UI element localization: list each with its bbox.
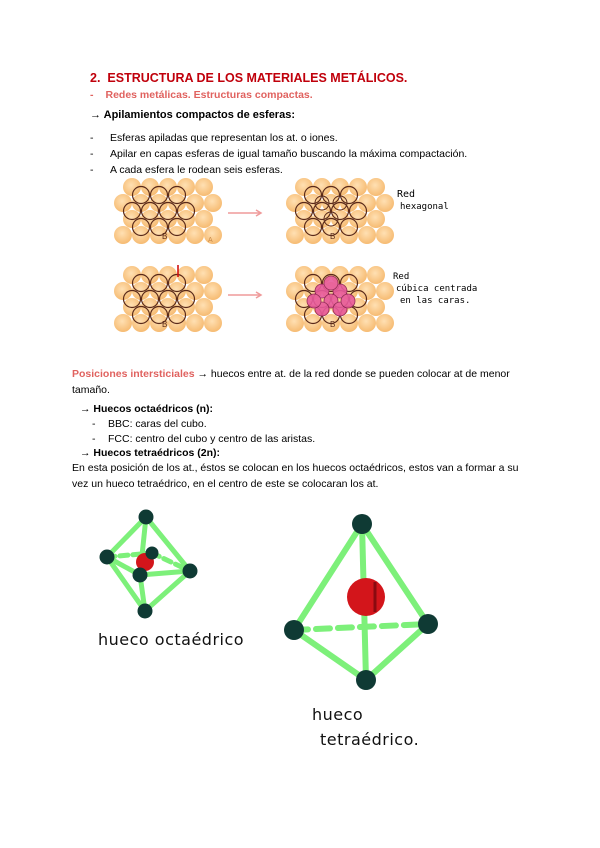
intersticiales-paragraph xyxy=(72,366,517,398)
list-item: - Apilar en capas esferas de igual tamaño buscando la máxima compactación. xyxy=(90,148,468,160)
sphere-mark-a: A xyxy=(208,237,213,244)
list-item: - FCC: centro del cubo y centro de las aristas. xyxy=(92,433,316,445)
list-item: - BBC: caras del cubo. xyxy=(92,418,207,430)
svg-text:B: B xyxy=(330,232,336,241)
section-title-text: ESTRUCTURA DE LOS MATERIALES METÁLICOS. xyxy=(107,71,408,85)
section-subtitle xyxy=(90,89,313,101)
tetrahedral-hole-drawing xyxy=(280,510,440,690)
label-tetrahedral-2: tetraédrico. xyxy=(320,730,420,749)
octahedral-hole-drawing xyxy=(90,505,230,625)
octaedricos-heading: → Huecos octaédricos (n): xyxy=(80,403,214,415)
list-item: - Esferas apiladas que representan los at. o iones. xyxy=(90,132,338,144)
section-number: 2. xyxy=(90,71,101,85)
tetraedricos-heading: → Huecos tetraédricos (2n): xyxy=(80,447,221,459)
tetraedricos-text: En esta posición de los at., éstos se colocan en los huecos octaédricos, estos van a formar a su vez un hueco tetraédrico, en el centro de este se colocaran los at. xyxy=(72,462,519,490)
packing-layer-a-1 xyxy=(114,178,222,244)
packing-layer-a-2 xyxy=(114,265,222,332)
apilamientos-list xyxy=(90,130,467,178)
apilamientos-heading: → Apilamientos compactos de esferas: xyxy=(90,109,295,121)
label-hexagonal-1: Red xyxy=(397,189,416,200)
intersticiales-term: Posiciones intersticiales xyxy=(72,368,195,380)
subtitle-text: Redes metálicas. Estructuras compactas. xyxy=(105,89,313,101)
packing-hexagonal xyxy=(286,178,394,244)
list-item: - A cada esfera le rodean seis esferas. xyxy=(90,164,283,176)
label-hexagonal-2: hexagonal xyxy=(400,202,449,212)
label-fcc-2: cúbica centrada xyxy=(396,284,478,294)
label-fcc-1: Red xyxy=(393,272,410,282)
label-octahedral: hueco octaédrico xyxy=(98,630,245,649)
octaedricos-list xyxy=(92,417,315,447)
svg-text:B: B xyxy=(330,320,336,329)
packing-fcc xyxy=(286,266,394,332)
svg-text:B: B xyxy=(162,320,168,329)
tetrahedral-center-atom xyxy=(347,578,385,616)
subtitle-dash: - xyxy=(90,89,94,101)
intersticiales-definition: → huecos entre at. de la red donde se pueden colocar at de menor tamaño. xyxy=(72,368,510,396)
label-tetrahedral-1: hueco xyxy=(312,705,364,724)
label-fcc-3: en las caras. xyxy=(400,296,471,306)
section-title xyxy=(90,71,407,85)
sphere-packing-figure xyxy=(110,175,530,355)
sphere-mark-b: B xyxy=(162,232,168,241)
